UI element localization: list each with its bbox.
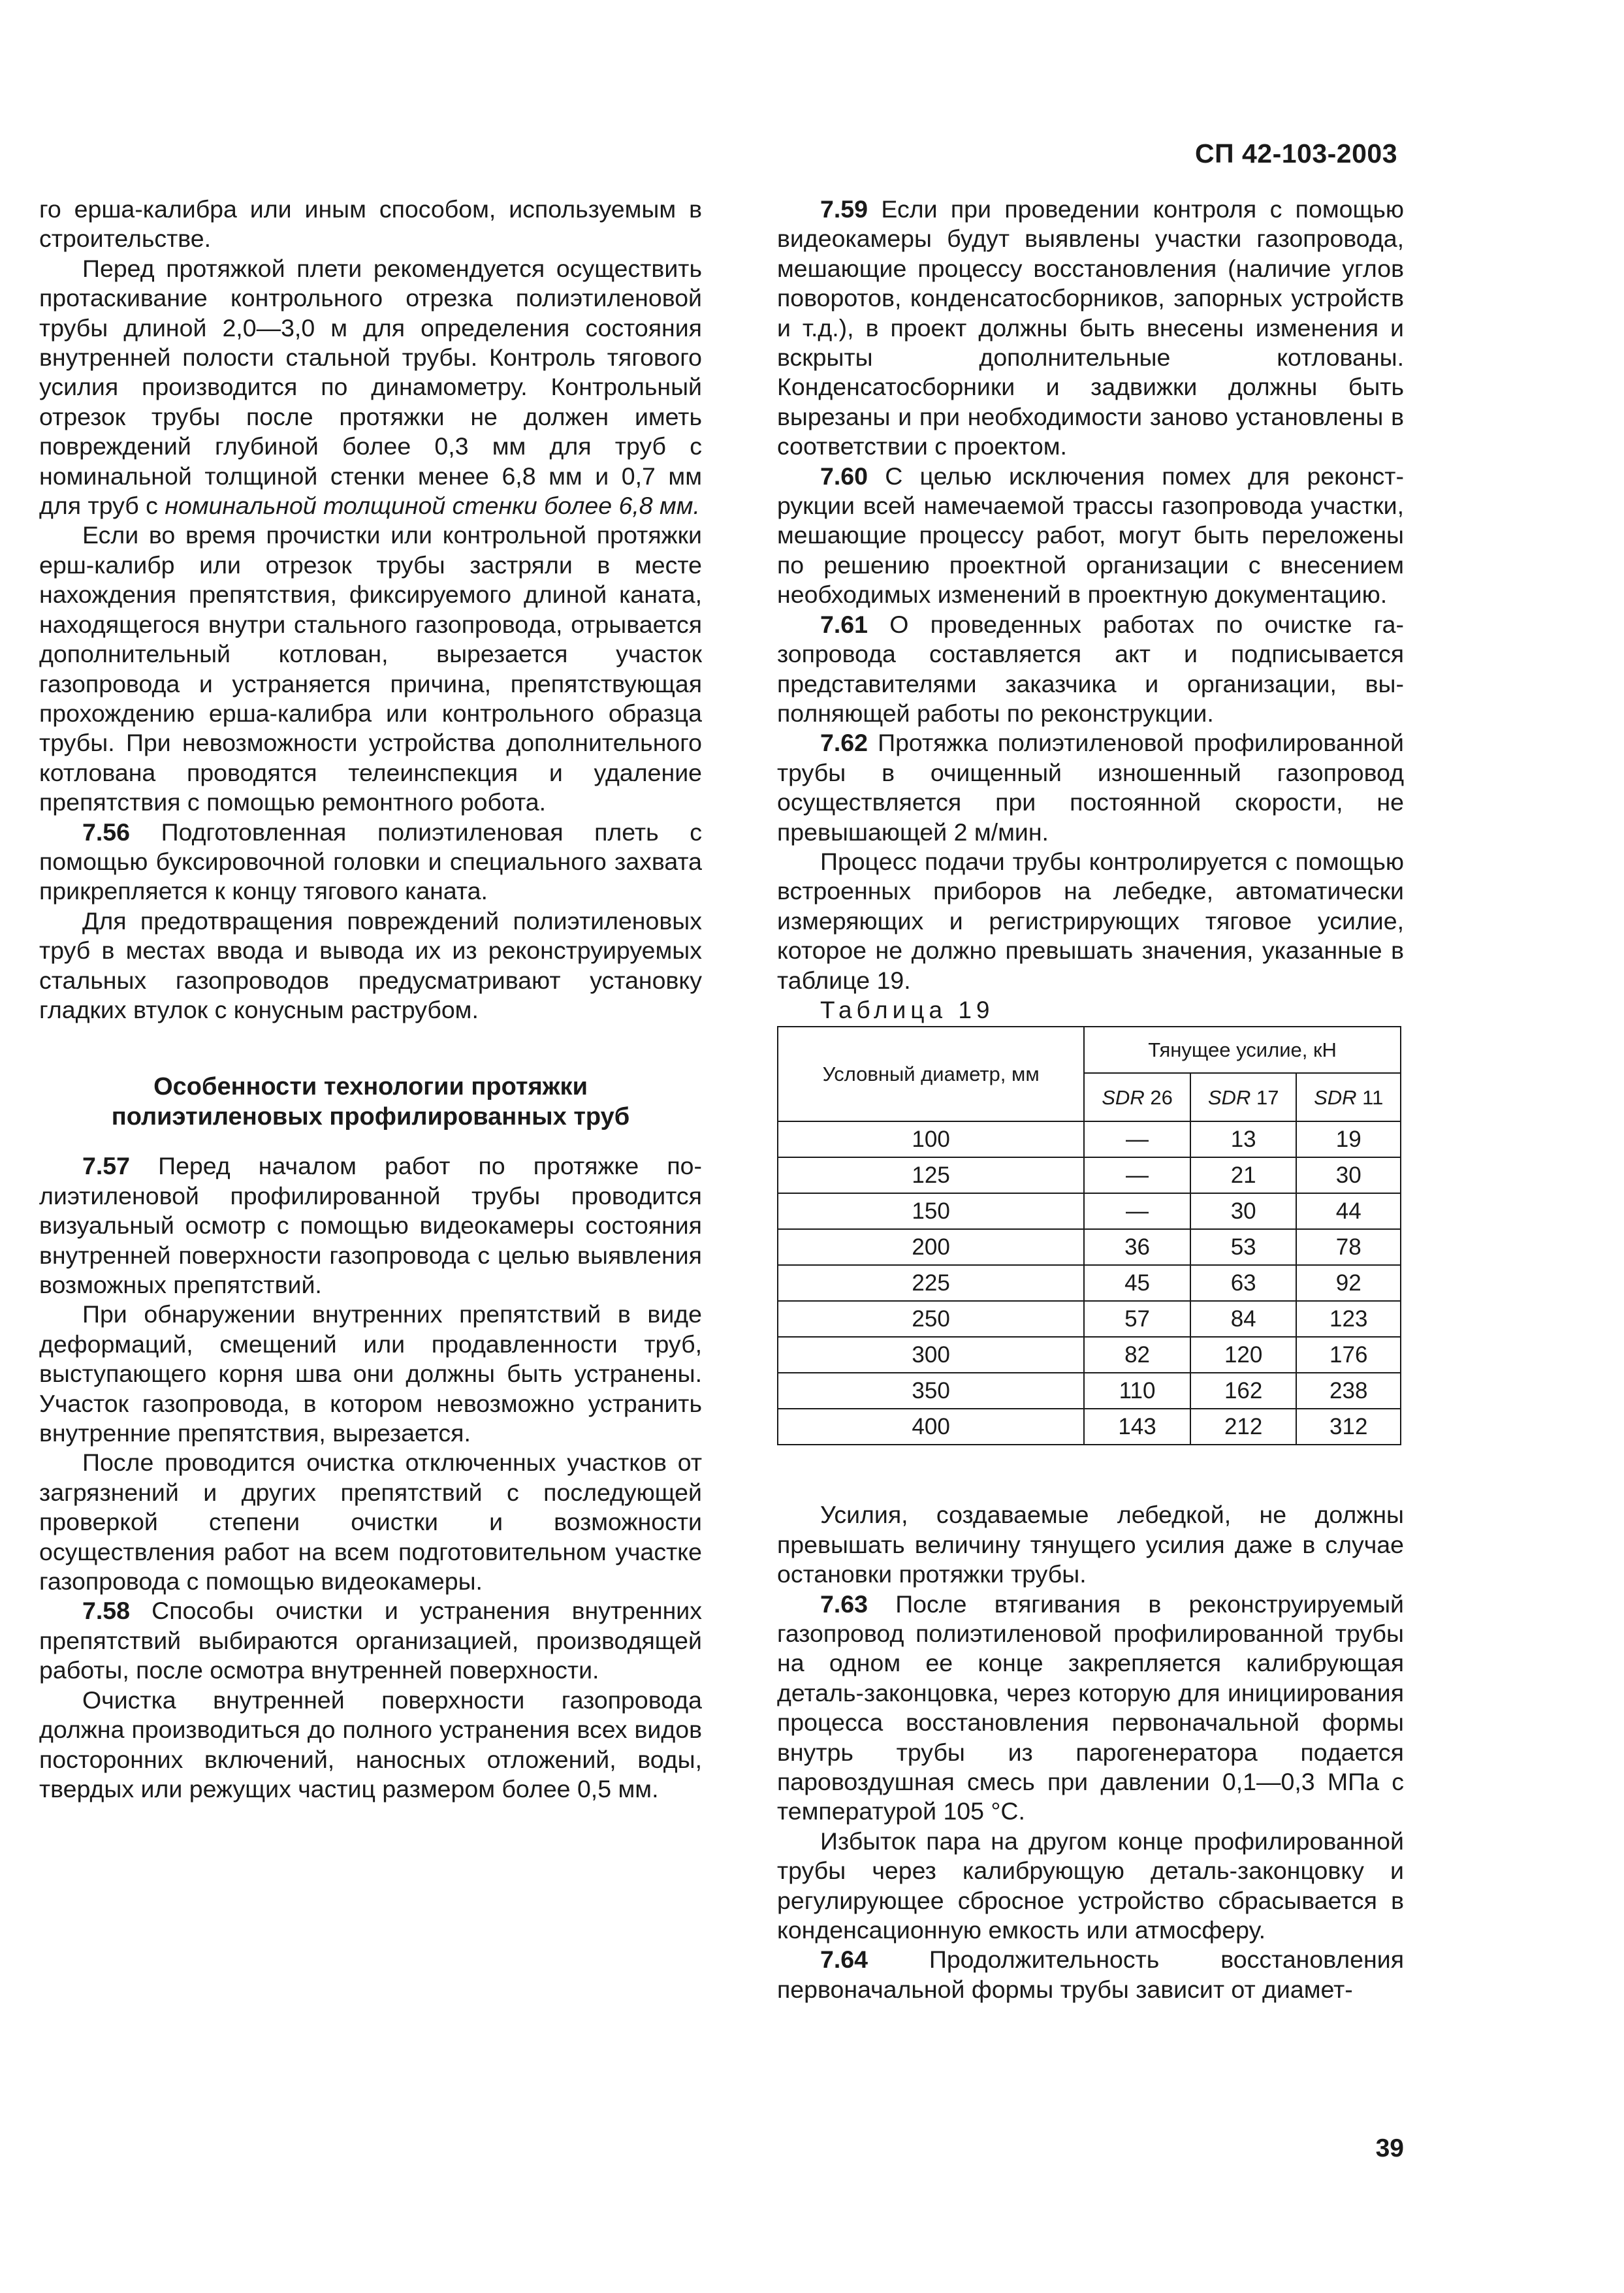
table-cell: 200 [778,1229,1084,1265]
table-cell: 92 [1296,1265,1401,1301]
table-header-force: Тянущее усилие, кН [1084,1027,1401,1073]
paragraph: Для предотвращения повреждений полиэтиленовых труб в местах ввода и вывода их из реконструируемых стальных газопроводов предусматривают установку гладких втулок с конусным раструбом. [39,906,702,1023]
table-caption: Таблица 19 [820,996,995,1023]
table-cell: 110 [1084,1373,1190,1409]
italic-text: номинальной толщиной стенки более 6,8 мм. [165,492,700,520]
clause-number: 7.57 [82,1152,130,1180]
table-cell: 63 [1190,1265,1297,1301]
clause-7-64: 7.64 Продолжительность восстановления первоначальной формы трубы зависит от диамет- [777,1946,1404,2003]
table-body [778,1121,1401,1445]
table-cell: 176 [1296,1337,1401,1373]
right-column [777,195,1404,2004]
clause-7-62: 7.62 Протяжка полиэтиленовой профилированной трубы в очищенный изношенный газопровод осуществляется при постоянной скорости, не превышающей 2 м/мин. [777,729,1404,846]
table-cell: 400 [778,1409,1084,1445]
clause-7-61: 7.61 О проведенных работах по очистке газопровода составляется акт и подписывается представителями заказчика и организации, выполняющей работы по реконструкции. [777,610,1404,727]
table-cell: 143 [1084,1409,1190,1445]
table-cell: 125 [778,1157,1084,1193]
paragraph: Если во время прочистки или контрольной протяжки ерш-калибр или отрезок трубы застряли в месте нахождения препятствия, фиксируемого длиной каната, находящегося внутри стального газопровода, отрывается дополнительный котлован, вырезается участок газопровода и устраняется причина, препятствующая прохождению ерша-калибра или контрольного образца трубы. При невозможности устройства дополнительного котлована проводятся телеинспекция и удаление препятствия с помощью ремонтного робота. [39,521,702,816]
pulling-force-table [777,1026,1401,1445]
paragraph: го ерша-калибра или иным способом, используемым в строительстве. [39,195,702,253]
table-cell: 57 [1084,1301,1190,1337]
left-column [39,195,702,1804]
section-title: Особенности технологии протяжки полиэтиленовых профилированных труб [111,1073,630,1131]
table-cell: 44 [1296,1193,1401,1229]
table-cell: 212 [1190,1409,1297,1445]
table-cell: 162 [1190,1373,1297,1409]
clause-number: 7.60 [820,462,868,490]
table-cell: 84 [1190,1301,1297,1337]
page-number: 39 [1375,2134,1404,2162]
clause-number: 7.59 [820,195,868,223]
table-cell: 30 [1296,1157,1401,1193]
paragraph: Очистка внутренней поверхности газопровода должна производиться до полного устранения всех видов посторонних включений, наносных отложений, воды, твердых или режущих частиц размером более 0,5 мм. [39,1686,702,1803]
table-row [778,1121,1401,1157]
table-cell: 238 [1296,1373,1401,1409]
table-cell: 250 [778,1301,1084,1337]
clause-7-63: 7.63 После втягивания в реконструируемый газопровод полиэтиленовой профилированной трубы на одном ее конце закрепляется калибрующая деталь-законцовка, через которую для инициирования процесса восстановления первоначальной формы внутрь трубы из парогенератора подается паровоздушная смесь при давлении 0,1—0,3 МПа с температурой 105 °С. [777,1590,1404,1825]
paragraph: Избыток пара на другом конце профилированной трубы через калибрующую деталь-законцовку и регулирующее сбросное устройство сбрасывается в конденсационную емкость или атмосферу. [777,1827,1404,1944]
paragraph: После проводится очистка отключенных участков от загрязнений и других препятствий с последующей проверкой степени очистки и возможности осуществления работ на всем подготовительном участке газопровода с помощью видеокамеры. [39,1449,702,1595]
table-cell: 82 [1084,1337,1190,1373]
table-cell: 78 [1296,1229,1401,1265]
table-header-sdr: SDR 26 [1084,1073,1190,1121]
clause-number: 7.62 [820,729,868,757]
table-cell: 13 [1190,1121,1297,1157]
table-cell: — [1084,1193,1190,1229]
document-code: СП 42-103-2003 [1195,138,1397,168]
clause-number: 7.61 [820,610,868,638]
table-cell: 123 [1296,1301,1401,1337]
table-header-diameter: Условный диаметр, мм [778,1027,1084,1121]
paragraph: Усилия, создаваемые лебедкой, не должны превышать величину тянущего усилия даже в случае остановки протяжки трубы. [777,1501,1404,1588]
clause-number: 7.63 [820,1590,868,1618]
paragraph: Перед протяжкой плети рекомендуется осуществить протаскивание контрольного отрезка полиэтиленовой трубы длиной 2,0—3,0 м для определения состояния внутренней полости стальной трубы. Контроль тягового усилия производится по динамометру. Контрольный отрезок трубы после протяжки не должен иметь повреждений глубиной более 0,3 мм для труб с номинальной толщиной стенки менее 6,8 мм и 0,7 мм для труб с номинальной толщиной стенки более 6,8 мм. [39,254,702,520]
paragraph: При обнаружении внутренних препятствий в виде деформаций, смещений или продавленности труб, выступающего корня шва они должны быть устранены. Участок газопровода, в котором невозможно устранить внутренние препятствия, вырезается. [39,1300,702,1447]
table-cell: 19 [1296,1121,1401,1157]
clause-7-57: 7.57 Перед началом работ по протяжке полиэтиленовой профилированной трубы проводится визуальный осмотр с помощью видеокамеры состояния внутренней поверхности газопровода с целью выявления возможных препятствий. [39,1152,702,1298]
table-cell: 53 [1190,1229,1297,1265]
table-cell: 300 [778,1337,1084,1373]
paragraph: Процесс подачи трубы контролируется с помощью встроенных приборов на лебедке, автоматически измеряющих и регистрирующих тяговое усилие, которое не должно превышать значения, указанные в таблице 19. [777,847,1404,994]
table-header-sdr: SDR 17 [1190,1073,1297,1121]
table-row [778,1409,1401,1445]
clause-number: 7.64 [820,1946,868,1974]
table-row [778,1337,1401,1373]
clause-7-56: 7.56 Подготовленная полиэтиленовая плеть с помощью буксировочной головки и специального захвата прикрепляется к концу тягового каната. [39,818,702,905]
table-row [778,1373,1401,1409]
table-cell: 36 [1084,1229,1190,1265]
clause-7-59: 7.59 Если при проведении контроля с помощью видеокамеры будут выявлены участки газопровода, мешающие процессу восстановления (наличие углов поворотов, конденсатосборников, запорных устройств и т.д.), в проект должны быть внесены изменения и вскрыты дополнительные котлованы. Конденсатосборники и задвижки должны быть вырезаны и при необходимости заново установлены в соответствии с проектом. [777,195,1404,460]
table-header-sdr: SDR 11 [1296,1073,1401,1121]
clause-number: 7.56 [82,818,130,846]
table-row [778,1301,1401,1337]
clause-7-58: 7.58 Способы очистки и устранения внутренних препятствий выбираются организацией, производящей работы, после осмотра внутренней поверхности. [39,1597,702,1684]
table-cell: 312 [1296,1409,1401,1445]
table-row [778,1265,1401,1301]
table-cell: — [1084,1121,1190,1157]
table-row [778,1229,1401,1265]
table-cell: 30 [1190,1193,1297,1229]
table-cell: — [1084,1157,1190,1193]
table-cell: 120 [1190,1337,1297,1373]
table-cell: 225 [778,1265,1084,1301]
table-row [778,1193,1401,1229]
table-cell: 350 [778,1373,1084,1409]
table-cell: 45 [1084,1265,1190,1301]
clause-number: 7.58 [82,1597,130,1625]
table-row [778,1157,1401,1193]
table-cell: 100 [778,1121,1084,1157]
table-cell: 150 [778,1193,1084,1229]
clause-7-60: 7.60 С целью исключения помех для реконструкции всей намечаемой трассы газопровода участки, мешающие процессу работ, могут быть переложены по решению проектной организации с внесением необходимых изменений в проектную документацию. [777,462,1404,609]
table-cell: 21 [1190,1157,1297,1193]
